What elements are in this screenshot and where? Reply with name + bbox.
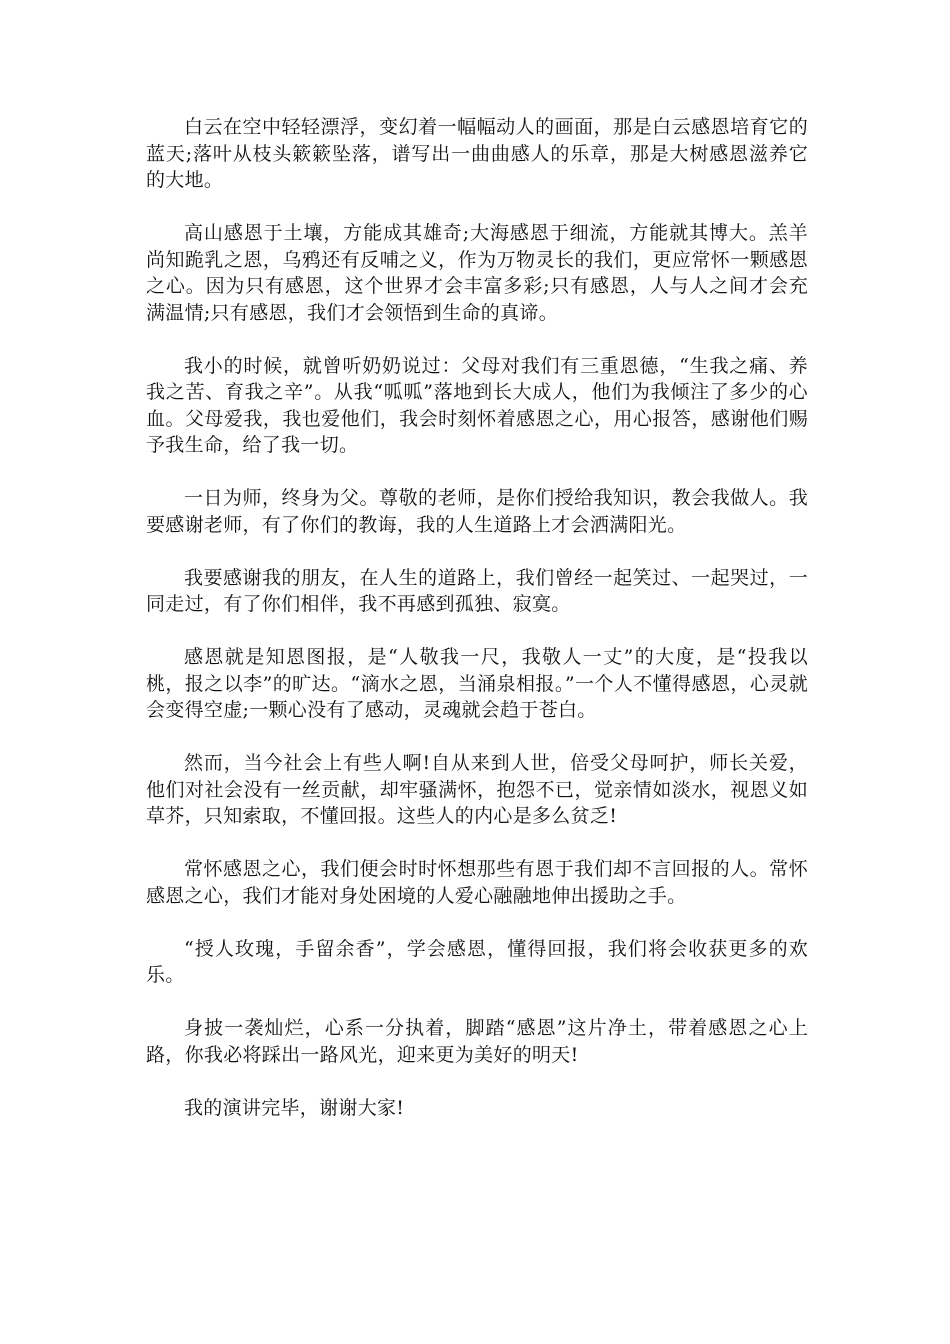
paragraph-6: 感恩就是知恩图报，是“人敬我一尺，我敬人一丈”的大度，是“投我以桃，报之以李”的旷达。“滴水之恩，当涌泉相报。”一个人不懂得感恩，心灵就会变得空虚;一颗心没有了感动，灵魂就会趋于苍白。 [146,646,808,721]
document-body [146,114,808,1148]
paragraph-11: 我的演讲完毕，谢谢大家! [184,1096,405,1119]
paragraph-1: 白云在空中轻轻漂浮，变幻着一幅幅动人的画面，那是白云感恩培育它的蓝天;落叶从枝头簌簌坠落，谱写出一曲曲感人的乐章，那是大树感恩滋养它的大地。 [146,116,808,191]
paragraph-2: 高山感恩于土壤，方能成其雄奇;大海感恩于细流，方能就其博大。羔羊尚知跪乳之恩，乌鸦还有反哺之义，作为万物灵长的我们，更应常怀一颗感恩之心。因为只有感恩，这个世界才会丰富多彩;只有感恩，人与人之间才会充满温情;只有感恩，我们才会领悟到生命的真谛。 [146,222,808,324]
paragraph-5: 我要感谢我的朋友，在人生的道路上，我们曾经一起笑过、一起哭过，一同走过，有了你们相伴，我不再感到孤独、寂寞。 [146,566,808,615]
paragraph-8: 常怀感恩之心，我们便会时时怀想那些有恩于我们却不言回报的人。常怀感恩之心，我们才能对身处困境的人爱心融融地伸出援助之手。 [146,858,808,907]
paragraph-4: 一日为师，终身为父。尊敬的老师，是你们授给我知识，教会我做人。我要感谢老师，有了你们的教诲，我的人生道路上才会洒满阳光。 [146,487,808,536]
paragraph-7: 然而，当今社会上有些人啊!自从来到人世，倍受父母呵护，师长关爱，他们对社会没有一丝贡献，却牢骚满怀，抱怨不已，觉亲情如淡水，视恩义如草芥，只知索取，不懂回报。这些人的内心是多么贫乏! [146,752,808,827]
paragraph-10: 身披一袭灿烂，心系一分执着，脚踏“感恩”这片净土，带着感恩之心上路，你我必将踩出一路风光，迎来更为美好的明天! [146,1017,808,1066]
paragraph-3: 我小的时候，就曾听奶奶说过：父母对我们有三重恩德，“生我之痛、养我之苦、育我之辛”。从我“呱呱”落地到长大成人，他们为我倾注了多少的心血。父母爱我，我也爱他们，我会时刻怀着感恩之心，用心报答，感谢他们赐予我生命，给了我一切。 [146,354,808,456]
paragraph-9: “授人玫瑰，手留余香”，学会感恩，懂得回报，我们将会收获更多的欢乐。 [146,937,808,986]
